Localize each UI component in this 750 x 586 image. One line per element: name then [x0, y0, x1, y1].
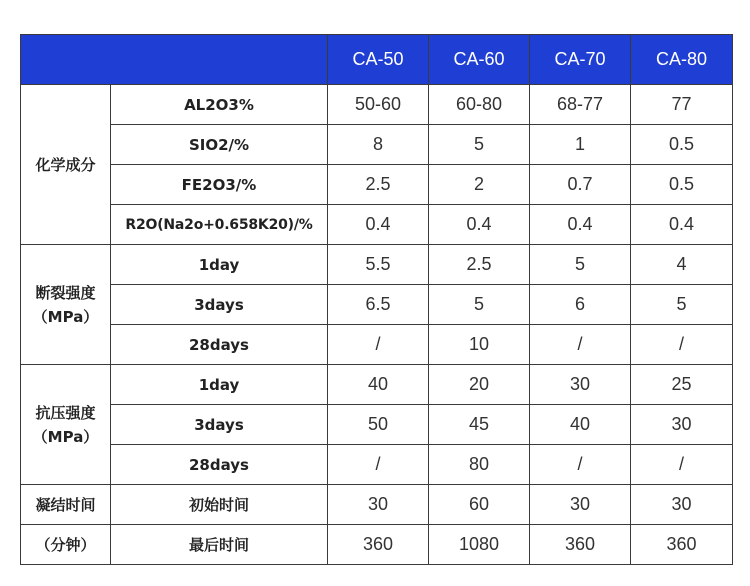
- table-row: [21, 365, 733, 405]
- value-cell: 80: [429, 445, 530, 485]
- value-cell: 30: [631, 405, 733, 445]
- group-label-compressive: 抗压强度 （MPa）: [21, 365, 111, 485]
- table-row: [21, 205, 733, 245]
- value-cell: 2.5: [429, 245, 530, 285]
- table-row: [21, 285, 733, 325]
- table-row: [21, 245, 733, 285]
- value-cell: 40: [328, 365, 429, 405]
- value-cell: 2.5: [328, 165, 429, 205]
- property-label: SIO2/%: [111, 125, 328, 165]
- property-label: AL2O3%: [111, 85, 328, 125]
- value-cell: 0.7: [530, 165, 631, 205]
- value-cell: /: [530, 445, 631, 485]
- value-cell: 10: [429, 325, 530, 365]
- value-cell: 50-60: [328, 85, 429, 125]
- table-row: [21, 445, 733, 485]
- table-row: [21, 85, 733, 125]
- value-cell: 30: [631, 485, 733, 525]
- table-row: [21, 325, 733, 365]
- value-cell: 0.4: [328, 205, 429, 245]
- header-blank-cell: [21, 35, 328, 85]
- value-cell: /: [328, 445, 429, 485]
- property-label: 3days: [111, 405, 328, 445]
- value-cell: 0.5: [631, 165, 733, 205]
- property-label: 28days: [111, 325, 328, 365]
- spec-table: [20, 34, 733, 565]
- value-cell: 68-77: [530, 85, 631, 125]
- table-row: [21, 525, 733, 565]
- value-cell: 20: [429, 365, 530, 405]
- value-cell: 0.5: [631, 125, 733, 165]
- value-cell: /: [631, 325, 733, 365]
- property-label: R2O(Na2o+0.658K20)/%: [111, 205, 328, 245]
- group-label-setting-time: 凝结时间: [21, 485, 111, 525]
- value-cell: 4: [631, 245, 733, 285]
- value-cell: 5: [429, 285, 530, 325]
- property-label: 3days: [111, 285, 328, 325]
- property-label: 1day: [111, 365, 328, 405]
- property-label: 28days: [111, 445, 328, 485]
- value-cell: /: [631, 445, 733, 485]
- group-label-chemical: 化学成分: [21, 85, 111, 245]
- value-cell: 8: [328, 125, 429, 165]
- value-cell: 5: [530, 245, 631, 285]
- value-cell: 5: [631, 285, 733, 325]
- property-label: 初始时间: [111, 485, 328, 525]
- value-cell: 30: [530, 485, 631, 525]
- group-label-flexural: 断裂强度 （MPa）: [21, 245, 111, 365]
- property-label: 1day: [111, 245, 328, 285]
- value-cell: 2: [429, 165, 530, 205]
- value-cell: 40: [530, 405, 631, 445]
- value-cell: 45: [429, 405, 530, 445]
- header-grade-ca50: CA-50: [328, 35, 429, 85]
- value-cell: 1: [530, 125, 631, 165]
- value-cell: 5: [429, 125, 530, 165]
- value-cell: 360: [328, 525, 429, 565]
- value-cell: 30: [530, 365, 631, 405]
- table-header-row: [21, 35, 733, 85]
- value-cell: 360: [530, 525, 631, 565]
- table-row: [21, 485, 733, 525]
- value-cell: 0.4: [631, 205, 733, 245]
- header-grade-ca70: CA-70: [530, 35, 631, 85]
- table-row: [21, 405, 733, 445]
- value-cell: 30: [328, 485, 429, 525]
- value-cell: 77: [631, 85, 733, 125]
- table-row: [21, 165, 733, 205]
- value-cell: 50: [328, 405, 429, 445]
- value-cell: /: [530, 325, 631, 365]
- value-cell: 360: [631, 525, 733, 565]
- value-cell: 60-80: [429, 85, 530, 125]
- value-cell: 5.5: [328, 245, 429, 285]
- group-label-minutes: （分钟）: [21, 525, 111, 565]
- value-cell: /: [328, 325, 429, 365]
- value-cell: 0.4: [530, 205, 631, 245]
- header-grade-ca80: CA-80: [631, 35, 733, 85]
- value-cell: 0.4: [429, 205, 530, 245]
- value-cell: 6: [530, 285, 631, 325]
- value-cell: 25: [631, 365, 733, 405]
- table-row: [21, 125, 733, 165]
- header-grade-ca60: CA-60: [429, 35, 530, 85]
- value-cell: 6.5: [328, 285, 429, 325]
- property-label: FE2O3/%: [111, 165, 328, 205]
- value-cell: 1080: [429, 525, 530, 565]
- property-label: 最后时间: [111, 525, 328, 565]
- value-cell: 60: [429, 485, 530, 525]
